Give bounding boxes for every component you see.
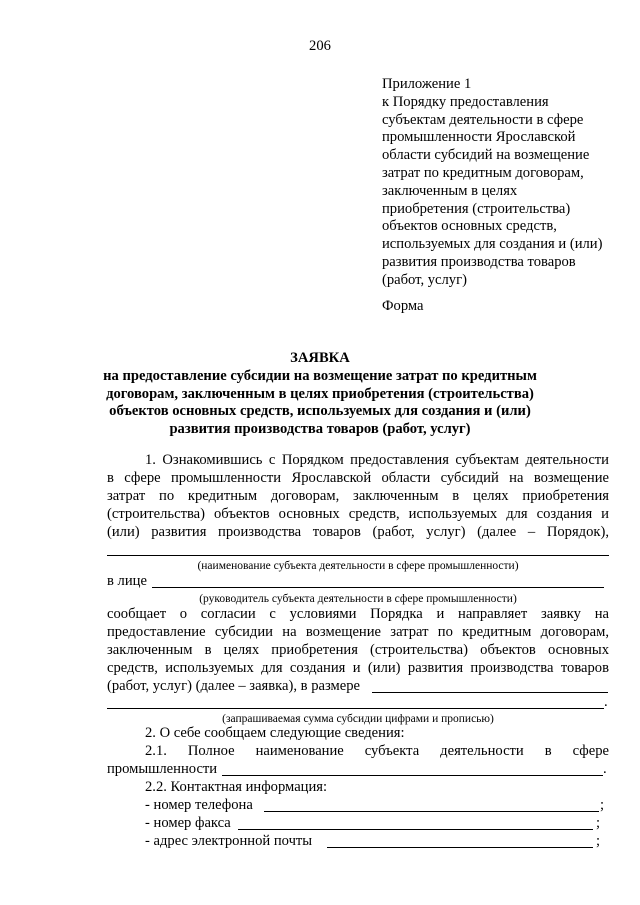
para2-line: средств, используемых для создания и (или) развития производства товаров <box>107 660 609 676</box>
para2-last-line: (работ, услуг) (далее – заявка), в размере <box>107 678 361 694</box>
title-line: объектов основных средств, используемых для создания и (или) <box>109 403 531 420</box>
amount-caption: (запрашиваемая сумма субсидии цифрами и прописью) <box>222 713 494 725</box>
amount-field-2[interactable] <box>107 708 604 709</box>
appendix-line: затрат по кредитным договорам, <box>382 164 584 181</box>
appendix-line: субъектам деятельности в сфере <box>382 111 584 128</box>
title-line: на предоставление субсидии на возмещение затрат по кредитным <box>103 367 537 384</box>
appendix-line: развития производства товаров <box>382 253 576 270</box>
appendix-line: области субсидий на возмещение <box>382 147 590 164</box>
amount-field-1[interactable] <box>372 692 608 693</box>
title-line: развития производства товаров (работ, услуг) <box>169 421 471 438</box>
email-sep: ; <box>596 833 601 849</box>
amount-end-mark: . <box>604 694 608 710</box>
appendix-line: (работ, услуг) <box>382 271 467 288</box>
appendix-line: промышленности Ярославской <box>382 129 576 146</box>
page-number: 206 <box>309 38 331 54</box>
head-name-field[interactable] <box>152 587 604 588</box>
appendix-line: заключенным в целях <box>382 182 518 199</box>
fax-field[interactable] <box>238 829 593 830</box>
item21-line2: промышленности <box>107 761 218 777</box>
para2-line: предоставление субсидии на возмещение затрат по кредитным договорам, <box>107 624 609 640</box>
head-caption: (руководитель субъекта деятельности в сфере промышленности) <box>199 593 517 605</box>
phone-label: - номер телефона <box>145 797 253 813</box>
fax-label: - номер факса <box>145 815 231 831</box>
email-field[interactable] <box>327 847 593 848</box>
subject-name-field[interactable] <box>107 555 609 556</box>
para2-line: заключенным в целях приобретения (строительства) объектов основных <box>107 642 609 658</box>
subject-name-caption: (наименование субъекта деятельности в сфере промышленности) <box>197 560 519 572</box>
title-heading: ЗАЯВКА <box>290 350 350 366</box>
appendix-line: приобретения (строительства) <box>382 200 571 217</box>
item21-line: 2.1. Полное наименование субъекта деятельности в сфере <box>145 743 609 759</box>
para1-line: (строительства) объектов основных средств, используемых для создания и <box>107 506 609 522</box>
para1-line: затрат по кредитным договорам, заключенным в целях приобретения <box>107 488 609 504</box>
appendix-line: объектов основных средств, <box>382 218 557 235</box>
item21-end-mark: . <box>603 761 607 777</box>
section2-intro: 2. О себе сообщаем следующие сведения: <box>145 725 405 741</box>
appendix-line: Приложение 1 <box>382 76 472 92</box>
appendix-block <box>382 76 622 290</box>
v-litse-label: в лице <box>107 573 147 589</box>
form-label: Форма <box>382 298 424 314</box>
para1-line: (или) развития производства товаров (работ, услуг) (далее – Порядок), <box>107 524 609 540</box>
phone-sep: ; <box>600 797 605 813</box>
para1-line: 1. Ознакомившись с Порядком предоставления субъектам деятельности <box>145 452 609 468</box>
para1-line: в сфере промышленности Ярославской области субсидий на возмещение <box>107 470 609 486</box>
item22-label: 2.2. Контактная информация: <box>145 779 328 795</box>
appendix-line: используемых для создания и (или) <box>382 236 603 253</box>
email-label: - адрес электронной почты <box>145 833 313 849</box>
para2-line: сообщает о согласии с условиями Порядка и направляет заявку на <box>107 606 609 622</box>
phone-field[interactable] <box>264 811 599 812</box>
title-line: договорам, заключенным в целях приобретения (строительства) <box>106 385 534 402</box>
appendix-line: к Порядку предоставления <box>382 93 549 110</box>
full-name-field[interactable] <box>222 775 603 776</box>
fax-sep: ; <box>596 815 601 831</box>
document-title <box>60 350 580 439</box>
